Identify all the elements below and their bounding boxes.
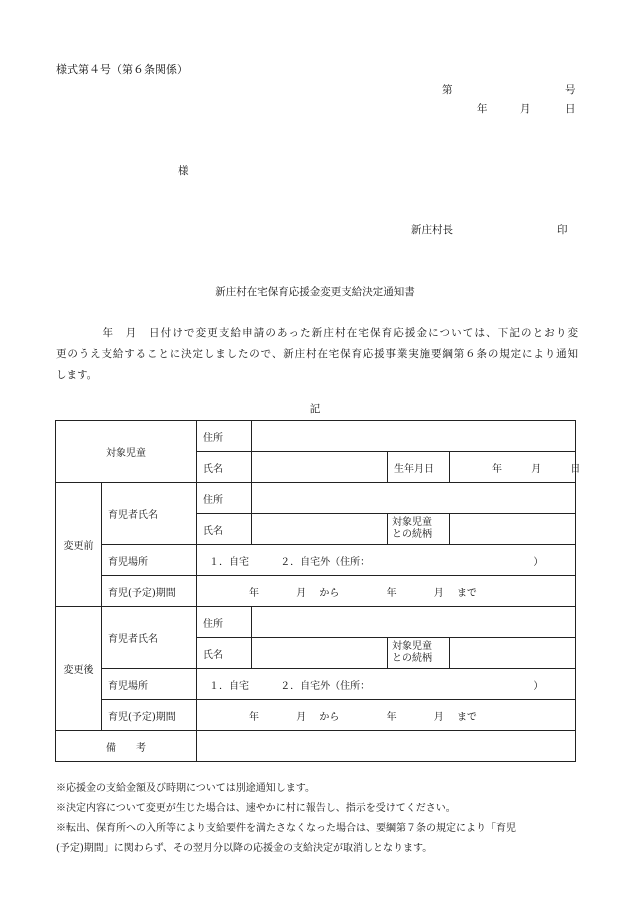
birth-year-unit: 年 <box>492 463 502 475</box>
care-period-field-before[interactable] <box>197 576 576 607</box>
body-line-2: 更のうえ支給することに決定しましたので、新庄村在宅保育応援事業実施要綱第６条の規定により通知 <box>56 348 578 360</box>
relation-field-after[interactable] <box>450 638 576 669</box>
period-to: まで <box>456 711 477 723</box>
care-option-close: ） <box>533 556 544 568</box>
date-year: 年 <box>477 103 488 115</box>
relation-label-before <box>388 514 450 545</box>
period-from: から <box>319 711 340 723</box>
table-row <box>56 731 576 762</box>
period-start-month: 月 <box>296 711 307 723</box>
guardian-address-field-before[interactable] <box>252 483 576 514</box>
note-2: ※決定内容について変更が生じた場合は、速やかに村に報告し、指示を受けてください。 <box>56 803 456 814</box>
period-start-year: 年 <box>249 711 259 723</box>
child-address-field[interactable] <box>252 421 576 452</box>
table-row <box>56 421 576 452</box>
child-name-field[interactable] <box>252 452 388 483</box>
address-label: 住所 <box>197 421 252 452</box>
table-row <box>56 545 576 576</box>
period-end-month: 月 <box>433 587 444 599</box>
address-label: 住所 <box>197 607 252 638</box>
period-start-year: 年 <box>249 587 259 599</box>
guardian-name-field-after[interactable] <box>252 638 388 669</box>
name-label: 氏名 <box>197 452 252 483</box>
period-start-month: 月 <box>296 587 307 599</box>
date-day: 日 <box>565 103 576 115</box>
table-row <box>56 483 576 514</box>
care-period-field-after[interactable] <box>197 700 576 731</box>
name-label: 氏名 <box>197 514 252 545</box>
relation-field-before[interactable] <box>450 514 576 545</box>
doc-number-prefix: 第 <box>442 84 453 96</box>
care-place-field-after[interactable] <box>197 669 576 700</box>
guardian-name-label-after: 育児者氏名 <box>102 607 197 669</box>
notes-section <box>56 779 581 859</box>
note-4: (予定)期間」に関わらず、その翌月分以降の応援金の支給決定が取消しとなります。 <box>56 843 433 854</box>
relation-label-line1: 対象児童 <box>392 517 432 528</box>
period-end-year: 年 <box>386 711 397 723</box>
target-child-label: 対象児童 <box>56 421 197 483</box>
remarks-field[interactable] <box>197 731 576 762</box>
after-change-label: 変更後 <box>56 607 102 731</box>
seal-mark: 印 <box>557 224 568 236</box>
period-end-year: 年 <box>386 587 397 599</box>
care-option-home: １．自宅 <box>209 680 249 692</box>
birthdate-label: 生年月日 <box>388 452 450 483</box>
birth-day-unit: 日 <box>570 463 581 475</box>
addressee-suffix: 様 <box>178 165 189 177</box>
date-month: 月 <box>520 103 531 115</box>
document-title: 新庄村在宅保育応援金変更支給決定通知書 <box>215 286 415 298</box>
period-end-month: 月 <box>433 711 444 723</box>
care-period-label-after: 育児(予定)期間 <box>102 700 197 731</box>
relation-label-line2: との続柄 <box>392 529 432 540</box>
name-label: 氏名 <box>197 638 252 669</box>
before-change-label: 変更前 <box>56 483 102 607</box>
birthdate-field[interactable] <box>450 452 581 483</box>
care-option-home: １．自宅 <box>209 556 249 568</box>
doc-number-suffix: 号 <box>565 84 576 96</box>
details-table <box>55 420 581 762</box>
period-from: から <box>319 587 340 599</box>
birth-month-unit: 月 <box>531 463 542 475</box>
body-paragraph <box>56 323 578 386</box>
note-1: ※応援金の支給金額及び時期については別途通知します。 <box>56 783 315 794</box>
guardian-name-label-before: 育児者氏名 <box>102 483 197 545</box>
ki-heading: 記 <box>309 403 321 415</box>
care-option-close: ） <box>533 680 544 692</box>
care-place-field-before[interactable] <box>197 545 576 576</box>
body-line-3: します。 <box>56 369 98 381</box>
remarks-label: 備 考 <box>56 731 197 762</box>
issuer-name: 新庄村長 <box>411 224 453 236</box>
guardian-address-field-after[interactable] <box>252 607 576 638</box>
table-row <box>56 700 576 731</box>
note-3: ※転出、保育所への入所等により支給要件を満たさなくなった場合は、要綱第７条の規定により「育児 <box>56 823 516 834</box>
care-option-outside: ２．自宅外（住所： <box>280 680 371 692</box>
care-place-label-after: 育児場所 <box>102 669 197 700</box>
relation-label-after <box>388 638 450 669</box>
care-period-label-before: 育児(予定)期間 <box>102 576 197 607</box>
form-number: 様式第４号（第６条関係） <box>56 63 188 76</box>
table-row <box>56 576 576 607</box>
care-option-outside: ２．自宅外（住所： <box>280 556 371 568</box>
body-line-1: 年 月 日付けで変更支給申請のあった新庄村在宅保育応援金については、下記のとおり変 <box>56 327 578 339</box>
table-row <box>56 607 576 638</box>
address-label: 住所 <box>197 483 252 514</box>
relation-label-line1: 対象児童 <box>392 641 432 652</box>
relation-label-line2: との続柄 <box>392 653 432 664</box>
period-to: まで <box>456 587 477 599</box>
guardian-name-field-before[interactable] <box>252 514 388 545</box>
table-row <box>56 669 576 700</box>
care-place-label-before: 育児場所 <box>102 545 197 576</box>
